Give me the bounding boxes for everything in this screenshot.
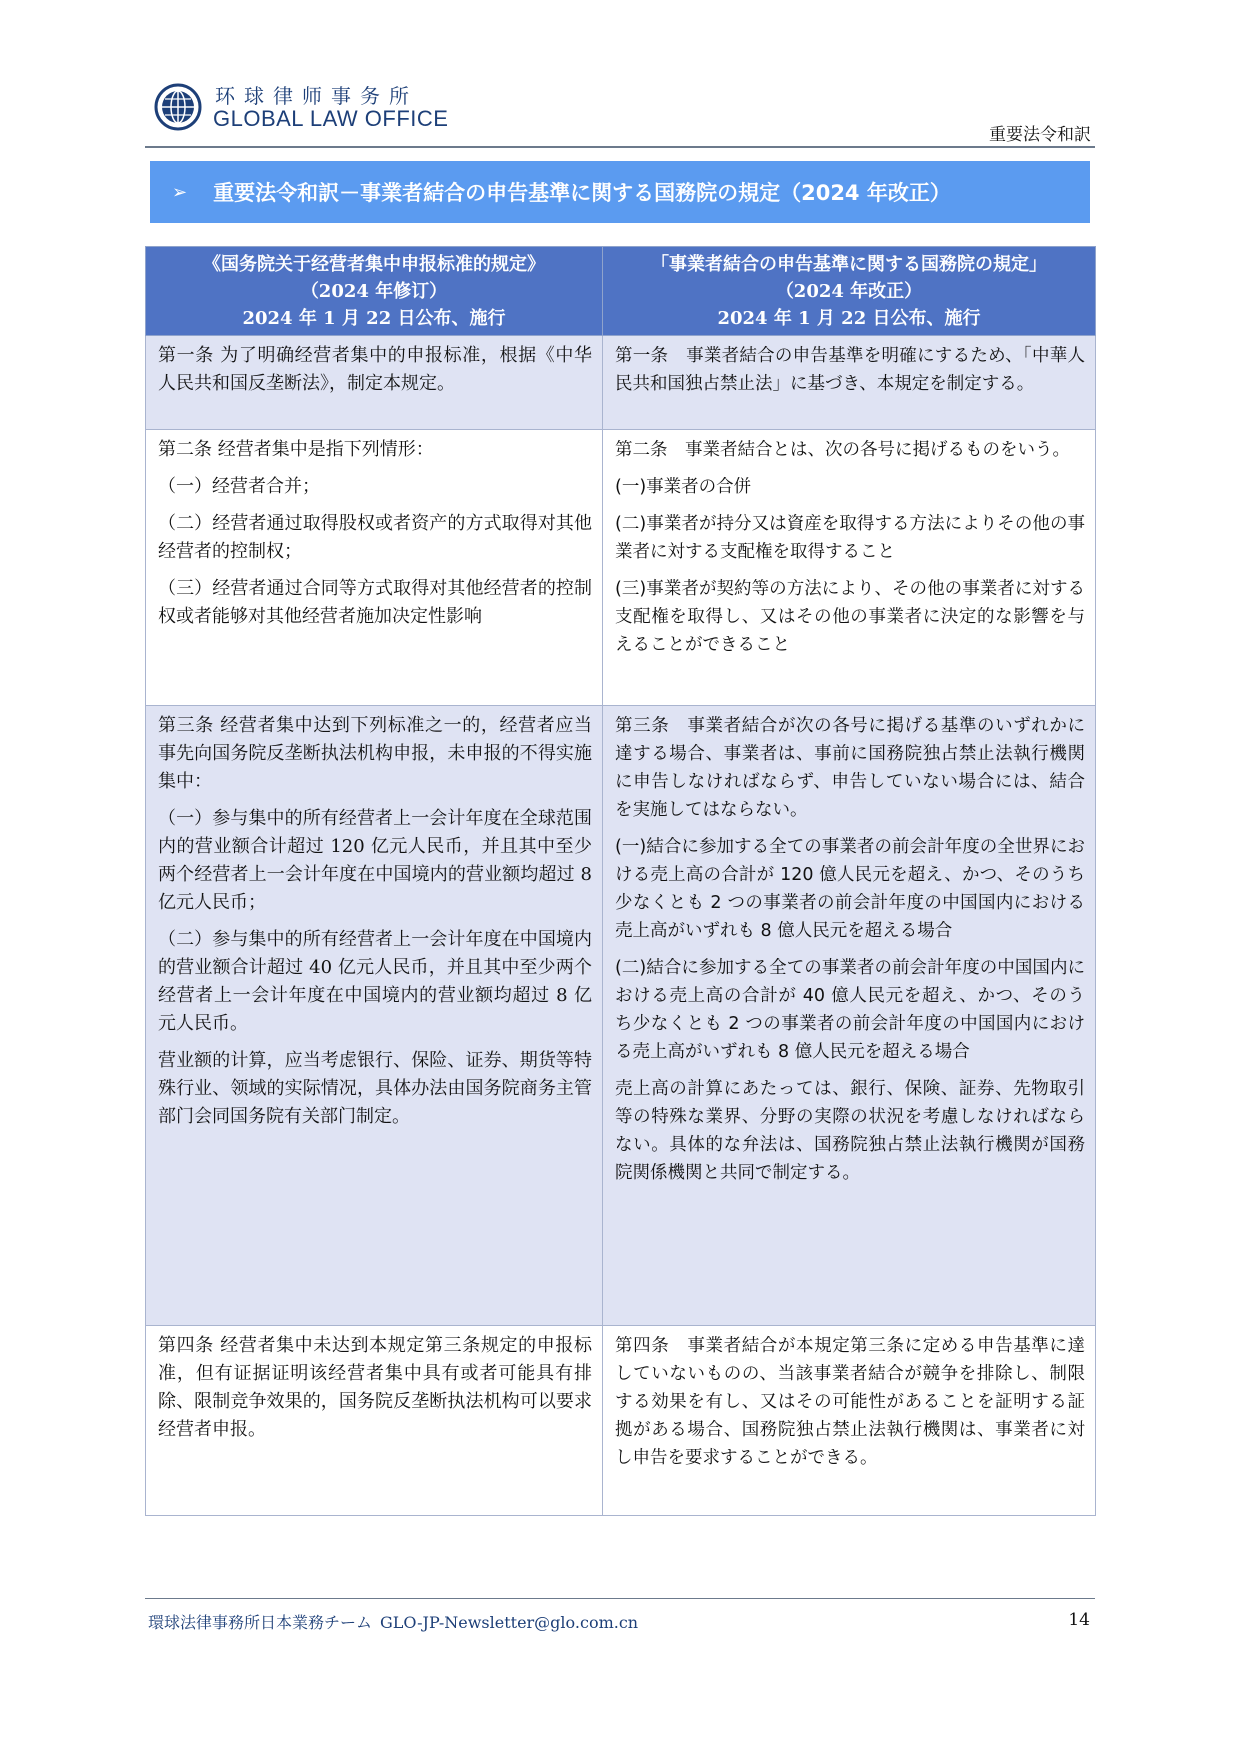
cell-chinese [146, 336, 603, 430]
paragraph: （三）经营者通过合同等方式取得对其他经营者的控制权或者能够对其他经营者施加决定性影响 [158, 578, 592, 627]
table-row-article-2 [146, 430, 1096, 706]
header-title: 《国务院关于经营者集中申报标准的规定》 [203, 254, 545, 275]
cell-japanese [603, 1326, 1096, 1516]
cell-japanese [603, 336, 1096, 430]
paragraph: 第四条 经营者集中未达到本规定第三条规定的申报标准，但有证据证明该经营者集中具有或者可能具有排除、限制竞争效果的，国务院反垄断执法机构可以要求经营者申报。 [158, 1335, 592, 1440]
header-edition: （2024 年修订） [300, 281, 448, 302]
paragraph: 第四条 事業者結合が本規定第三条に定める申告基準に達していないものの、当該事業者結合が競争を排除し、制限する効果を有し、又はその可能性があることを証明する証拠がある場合、国務院独占禁止法執行機関は、事業者に対し申告を要求することができる。 [615, 1336, 1085, 1468]
section-label: 重要法令和訳 [989, 125, 1091, 145]
table-header-row [146, 247, 1096, 336]
paragraph: 第二条 事業者結合とは、次の各号に掲げるものをいう。 [615, 440, 1070, 460]
logo-english-name: GLOBAL LAW OFFICE [213, 106, 449, 131]
cell-japanese [603, 430, 1096, 706]
paragraph: 第一条 为了明确经营者集中的申报标准，根据《中华人民共和国反垄断法》，制定本规定。 [158, 345, 592, 394]
table-row-article-3 [146, 706, 1096, 1326]
column-header-chinese [146, 247, 603, 336]
paragraph: 売上高の計算にあたっては、銀行、保険、証券、先物取引等の特殊な業界、分野の実際の状況を考慮しなければならない。具体的な弁法は、国務院独占禁止法執行機関が国務院関係機関と共同で制定する。 [615, 1079, 1085, 1183]
paragraph: (三)事業者が契約等の方法により、その他の事業者に対する支配権を取得し、又はその他の事業者に決定的な影響を与えることができること [615, 579, 1085, 655]
footer-contact [148, 1610, 638, 1633]
document-title-bar [150, 161, 1090, 223]
footer-email: GLO-JP-Newsletter@glo.com.cn [380, 1613, 639, 1632]
arrow-bullet-icon: ➢ [172, 181, 188, 203]
paragraph: 第一条 事業者結合の申告基準を明確にするため、「中華人民共和国独占禁止法」に基づき、本規定を制定する。 [615, 346, 1085, 394]
header-date: 2024 年 1 月 22 日公布、施行 [242, 308, 506, 329]
table-row-article-4 [146, 1326, 1096, 1516]
cell-chinese [146, 430, 603, 706]
page-number: 14 [1068, 1610, 1090, 1630]
paragraph: (二)事業者が持分又は資産を取得する方法によりその他の事業者に対する支配権を取得すること [615, 514, 1085, 562]
page-header [145, 78, 1095, 145]
comparison-table [145, 246, 1096, 1516]
cell-japanese [603, 706, 1096, 1326]
paragraph: (一)事業者の合併 [615, 477, 752, 497]
paragraph: 第三条 事業者結合が次の各号に掲げる基準のいずれかに達する場合、事業者は、事前に国務院独占禁止法執行機関に申告しなければならず、申告していない場合には、結合を実施してはならない。 [615, 716, 1085, 820]
paragraph: 第二条 经营者集中是指下列情形： [158, 439, 434, 460]
header-edition: （2024 年改正） [775, 281, 923, 302]
document-title: 重要法令和訳－事業者結合の申告基準に関する国務院の規定（2024 年改正） [213, 181, 951, 205]
paragraph: (二)結合に参加する全ての事業者の前会計年度の中国国内における売上高の合計が 40 億人民元を超え、かつ、そのうち少なくとも 2 つの事業者の前会計年度の中国国内における売上高がいずれも 8 億人民元を超える場合 [615, 958, 1085, 1062]
paragraph: （二）参与集中的所有经营者上一会计年度在中国境内的营业额合计超过 40 亿元人民币，并且其中至少两个经营者上一会计年度在中国境内的营业额均超过 8 亿元人民币。 [158, 929, 592, 1034]
paragraph: 营业额的计算，应当考虑银行、保险、证券、期货等特殊行业、领域的实际情况，具体办法由国务院商务主管部门会同国务院有关部门制定。 [158, 1050, 592, 1127]
paragraph: （一）经营者合并； [158, 476, 320, 497]
cell-chinese [146, 706, 603, 1326]
header-title: 「事業者結合の申告基準に関する国務院の規定」 [651, 254, 1047, 275]
globe-logo-icon [153, 82, 203, 132]
footer-divider [145, 1598, 1095, 1599]
footer-team-name: 環球法律事務所日本業務チーム [148, 1613, 373, 1632]
column-header-japanese [603, 247, 1096, 336]
cell-chinese [146, 1326, 603, 1516]
header-date: 2024 年 1 月 22 日公布、施行 [717, 308, 981, 329]
paragraph: 第三条 经营者集中达到下列标准之一的，经营者应当事先向国务院反垄断执法机构申报，未申报的不得实施集中： [158, 715, 592, 792]
paragraph: （二）经营者通过取得股权或者资产的方式取得对其他经营者的控制权； [158, 513, 592, 562]
logo-chinese-name: 环球律师事务所 [215, 84, 418, 108]
header-divider [145, 146, 1095, 148]
table-row-article-1 [146, 336, 1096, 430]
paragraph: (一)結合に参加する全ての事業者の前会計年度の全世界における売上高の合計が 120 億人民元を超え、かつ、そのうち少なくとも 2 つの事業者の前会計年度の中国国内における売上高がいずれも 8 億人民元を超える場合 [615, 837, 1085, 941]
paragraph: （一）参与集中的所有经营者上一会计年度在全球范围内的营业额合计超过 120 亿元人民币，并且其中至少两个经营者上一会计年度在中国境内的营业额均超过 8 亿元人民币； [158, 808, 592, 913]
